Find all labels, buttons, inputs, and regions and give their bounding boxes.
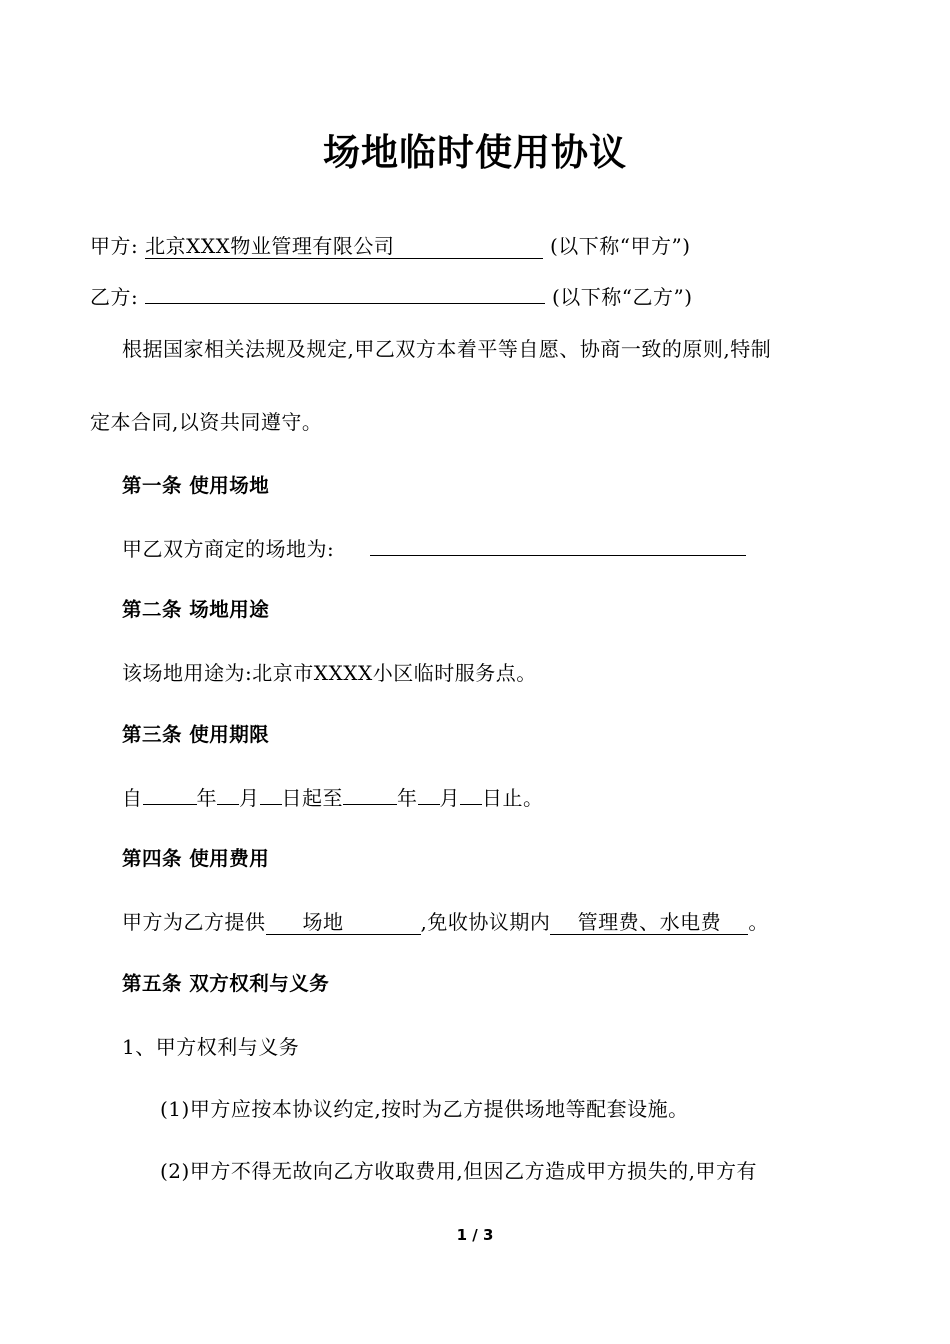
- start-month-label: 月: [239, 786, 260, 810]
- preamble-line-2: 定本合同,以资共同遵守。: [90, 410, 323, 434]
- article-4-end: 。: [748, 910, 769, 934]
- party-b-blank: [145, 283, 545, 304]
- party-a-name-field: [145, 234, 543, 259]
- end-year-label: 年: [397, 786, 418, 810]
- waived-value: 管理费、水电费: [577, 910, 722, 934]
- article-1-text: 甲乙双方商定的场地为:: [122, 537, 335, 561]
- article-5-item-2: (2)甲方不得无故向乙方收取费用,但因乙方造成甲方损失的,甲方有: [160, 1159, 758, 1183]
- page-number: 1 / 3: [456, 1226, 494, 1244]
- party-a-label: 甲方:: [90, 234, 139, 258]
- end-month-blank: [418, 784, 440, 805]
- article-4-line: [122, 908, 769, 936]
- article-3-heading: 第三条 使用期限: [122, 723, 270, 746]
- end-day-label: 日止。: [482, 786, 544, 810]
- end-year-blank: [343, 784, 397, 805]
- document-title: 场地临时使用协议: [323, 131, 627, 174]
- party-b-line: [90, 283, 693, 311]
- start-year-blank: [143, 784, 197, 805]
- start-year-label: 年: [196, 786, 217, 810]
- article-5-item-1: (1)甲方应按本协议约定,按时为乙方提供场地等配套设施。: [160, 1097, 689, 1121]
- article-1-heading: 第一条 使用场地: [122, 474, 270, 497]
- party-b-label: 乙方:: [90, 285, 139, 309]
- article-5-sub-1: 1、甲方权利与义务: [122, 1035, 300, 1059]
- article-5-heading: 第五条 双方权利与义务: [122, 972, 330, 995]
- venue-blank: [370, 535, 746, 556]
- provided-field: [266, 910, 421, 935]
- article-4-prefix: 甲方为乙方提供: [122, 910, 266, 934]
- party-a-line: [90, 232, 691, 260]
- preamble-line-1: 根据国家相关法规及规定,甲乙双方本着平等自愿、协商一致的原则,特制: [122, 337, 772, 361]
- party-b-suffix: (以下称“乙方”): [551, 285, 693, 309]
- end-month-label: 月: [439, 786, 460, 810]
- end-day-blank: [460, 784, 482, 805]
- party-a-suffix: (以下称“甲方”): [549, 234, 691, 258]
- provided-value: 场地: [302, 910, 344, 934]
- start-month-blank: [217, 784, 239, 805]
- article-3-line: [122, 784, 544, 812]
- start-day-label: 日起至: [281, 786, 343, 810]
- article-4-heading: 第四条 使用费用: [122, 847, 270, 870]
- article-1-line: [122, 535, 746, 563]
- party-a-name: 北京XXX物业管理有限公司: [145, 234, 395, 258]
- article-2-heading: 第二条 场地用途: [122, 598, 270, 621]
- start-day-blank: [260, 784, 282, 805]
- from-label: 自: [122, 786, 143, 810]
- waived-field: [550, 910, 748, 935]
- article-4-middle: ,免收协议期内: [420, 910, 551, 934]
- article-2-text: 该场地用途为:北京市XXXX小区临时服务点。: [122, 661, 537, 685]
